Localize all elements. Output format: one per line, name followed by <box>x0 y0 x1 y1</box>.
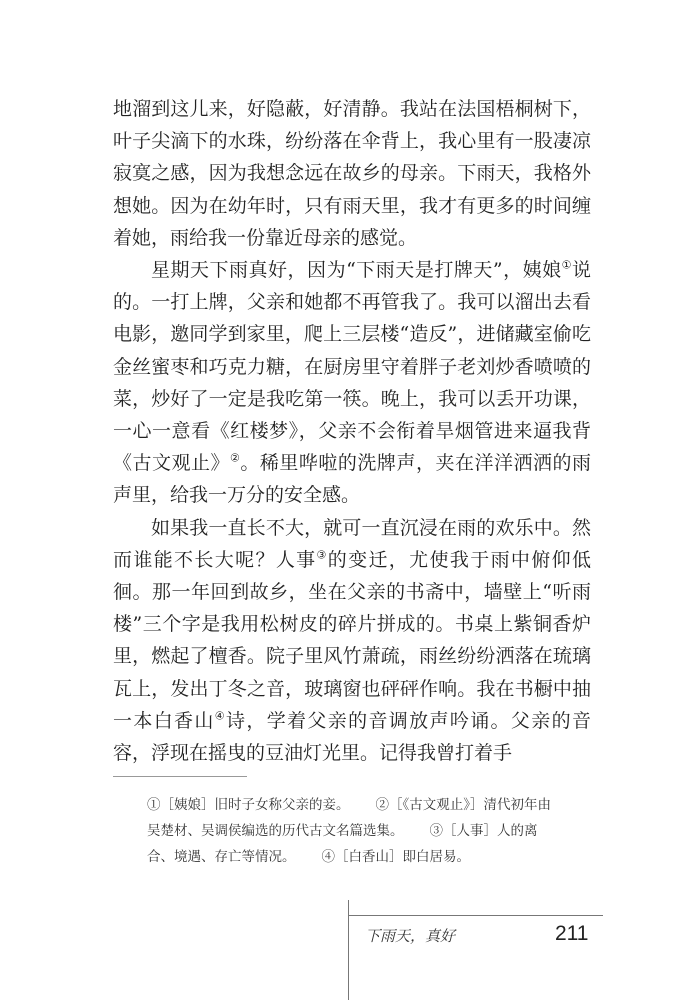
footnote-ref-3[interactable]: ③ <box>316 548 328 562</box>
footnote-1: ①［姨娘］旧时子女称父亲的妾。 <box>147 797 350 813</box>
paragraph-1 <box>113 93 591 254</box>
p1-text-1: 地溜到这儿来，好隐蔽，好清静。我站在法国梧桐树下，叶子尖滴下的水珠，纷纷落在伞背上，我心里有一股凄凉寂寞之感，因为我想念远在故乡的母亲。下雨天，我格外想她。因为在幼年时，只有雨天里，我才有更多的时间缠着她，雨给我一份靠近母亲的感觉。 <box>113 98 591 249</box>
page-number: 211 <box>555 922 589 945</box>
footnote-ref-1[interactable]: ① <box>561 258 572 272</box>
footnotes <box>147 792 595 870</box>
p3-text-3: 诗，学着父亲的音调放声吟诵。父亲的音容，浮现在摇曳的豆油灯光里。记得我曾打着手 <box>113 709 591 765</box>
footnote-ref-4[interactable]: ④ <box>214 709 226 723</box>
p2-text-1: 星期天下雨真好，因为“下雨天是打牌天”，姨娘 <box>151 259 562 282</box>
footnote-divider <box>113 776 247 777</box>
p3-text-2: 的变迁，尤使我于雨中俯仰低徊。那一年回到故乡，坐在父亲的书斋中，墙壁上“听雨楼”三个字是我用松树皮的碎片拼成的。书桌上紫铜香炉里，燃起了檀香。院子里风竹萧疏，雨丝纷纷洒落在琉璃瓦上，发出丁冬之音，玻璃窗也砰砰作响。我在书橱中抽一本白香山 <box>113 548 591 732</box>
p3-text-1: 如果我一直长不大，就可一直沉浸在雨的欢乐中。然而谁能不长大呢？人事 <box>113 516 591 571</box>
p2-text-3: 。稀里哗啦的洗牌声，夹在洋洋洒洒的雨声里，给我一万分的安全感。 <box>113 452 591 507</box>
footnote-ref-2[interactable]: ② <box>230 451 241 465</box>
p2-text-2: 说的。一打上牌，父亲和她都不再管我了。我可以溜出去看电影，邀同学到家里，爬上三层楼“造反”，进储藏室偷吃金丝蜜枣和巧克力糖，在厨房里守着胖子老刘炒香喷喷的菜，炒好了一定是我吃第一筷。晚上，我可以丢开功课，一心一意看《红楼梦》，父亲不会衔着旱烟管进来逼我背《古文观止》 <box>113 259 591 475</box>
footnote-2-start: ②［《古文观止》］清代初年由 <box>375 797 551 813</box>
footnote-3-end: 合、境遇、存亡等情况。 <box>147 849 296 865</box>
footnote-line-2 <box>147 818 595 844</box>
footnote-line-3 <box>147 844 595 870</box>
footnote-3-start: ③［人事］人的离 <box>429 823 538 839</box>
footer-horizontal-rule <box>348 915 603 916</box>
paragraph-3 <box>113 512 591 770</box>
running-footer-title: 下雨天，真好 <box>365 927 456 945</box>
body-text <box>113 93 591 769</box>
footnote-line-1 <box>147 792 595 818</box>
footnote-2-end: 吴楚材、吴调侯编选的历代古文名篇选集。 <box>147 823 404 839</box>
footnote-4: ④［白香山］即白居易。 <box>321 849 470 865</box>
paragraph-2 <box>113 254 591 512</box>
